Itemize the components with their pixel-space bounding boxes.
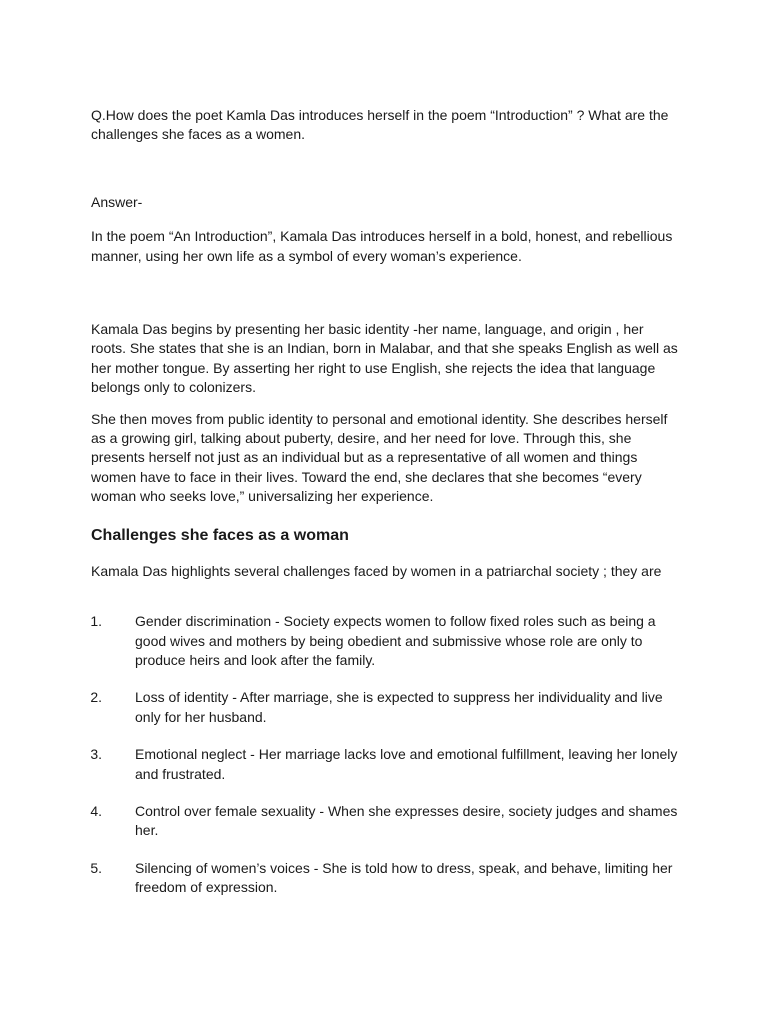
list-item-number: 2. [90,689,102,706]
list-item [91,802,681,841]
list-item [91,612,681,670]
intro-paragraph: In the poem “An Introduction”, Kamala Das introduces herself in a bold, honest, and rebellious manner, using her own life as a symbol of every woman’s experience. [91,228,673,264]
list-item-number: 5. [90,859,102,876]
answer-label: Answer- [91,193,143,210]
list-item [91,859,681,898]
list-item-text: Loss of identity - After marriage, she is expected to suppress her individuality and live only for her husband. [135,689,663,725]
list-item-text: Gender discrimination - Society expects women to follow fixed roles such as being a good wives and mothers by being obedient and submissive whose role are only to produce heirs and look after the family. [135,613,656,668]
document-page [91,106,681,916]
list-item-text: Emotional neglect - Her marriage lacks love and emotional fulfillment, leaving her lonely and frustrated. [135,746,678,782]
list-item-text: Silencing of women’s voices - She is told how to dress, speak, and behave, limiting her freedom of expression. [135,859,673,896]
identity-paragraph: Kamala Das begins by presenting her basic identity -her name, language, and origin , her roots. She states that she is an Indian, born in Malabar, and that she speaks English as well as her mother tongue. By asserting her right to use English, she rejects the idea that language belongs only to colonizers. [91,321,678,396]
challenges-list [91,612,681,897]
list-item [91,688,681,727]
list-item-number: 3. [90,746,102,763]
list-item-number: 1. [90,613,102,630]
challenges-lead: Kamala Das highlights several challenges faced by women in a patriarchal society ; they are [91,562,662,579]
list-item [91,745,681,784]
list-item-number: 4. [90,802,102,819]
list-item-text: Control over female sexuality - When she expresses desire, society judges and shames her. [135,802,678,839]
question-text: Q.How does the poet Kamla Das introduces herself in the poem “Introduction” ? What are the challenges she faces as a women. [91,107,669,143]
section-heading: Challenges she faces as a woman [91,526,349,544]
emotional-identity-paragraph: She then moves from public identity to personal and emotional identity. She describes herself as a growing girl, talking about puberty, desire, and her need for love. Through this, she presents herself not just as an individual but as a representative of all women and things women have to face in their lives. Toward the end, she declares that she becomes “every woman who seeks love,” universalizing her experience. [91,410,668,505]
